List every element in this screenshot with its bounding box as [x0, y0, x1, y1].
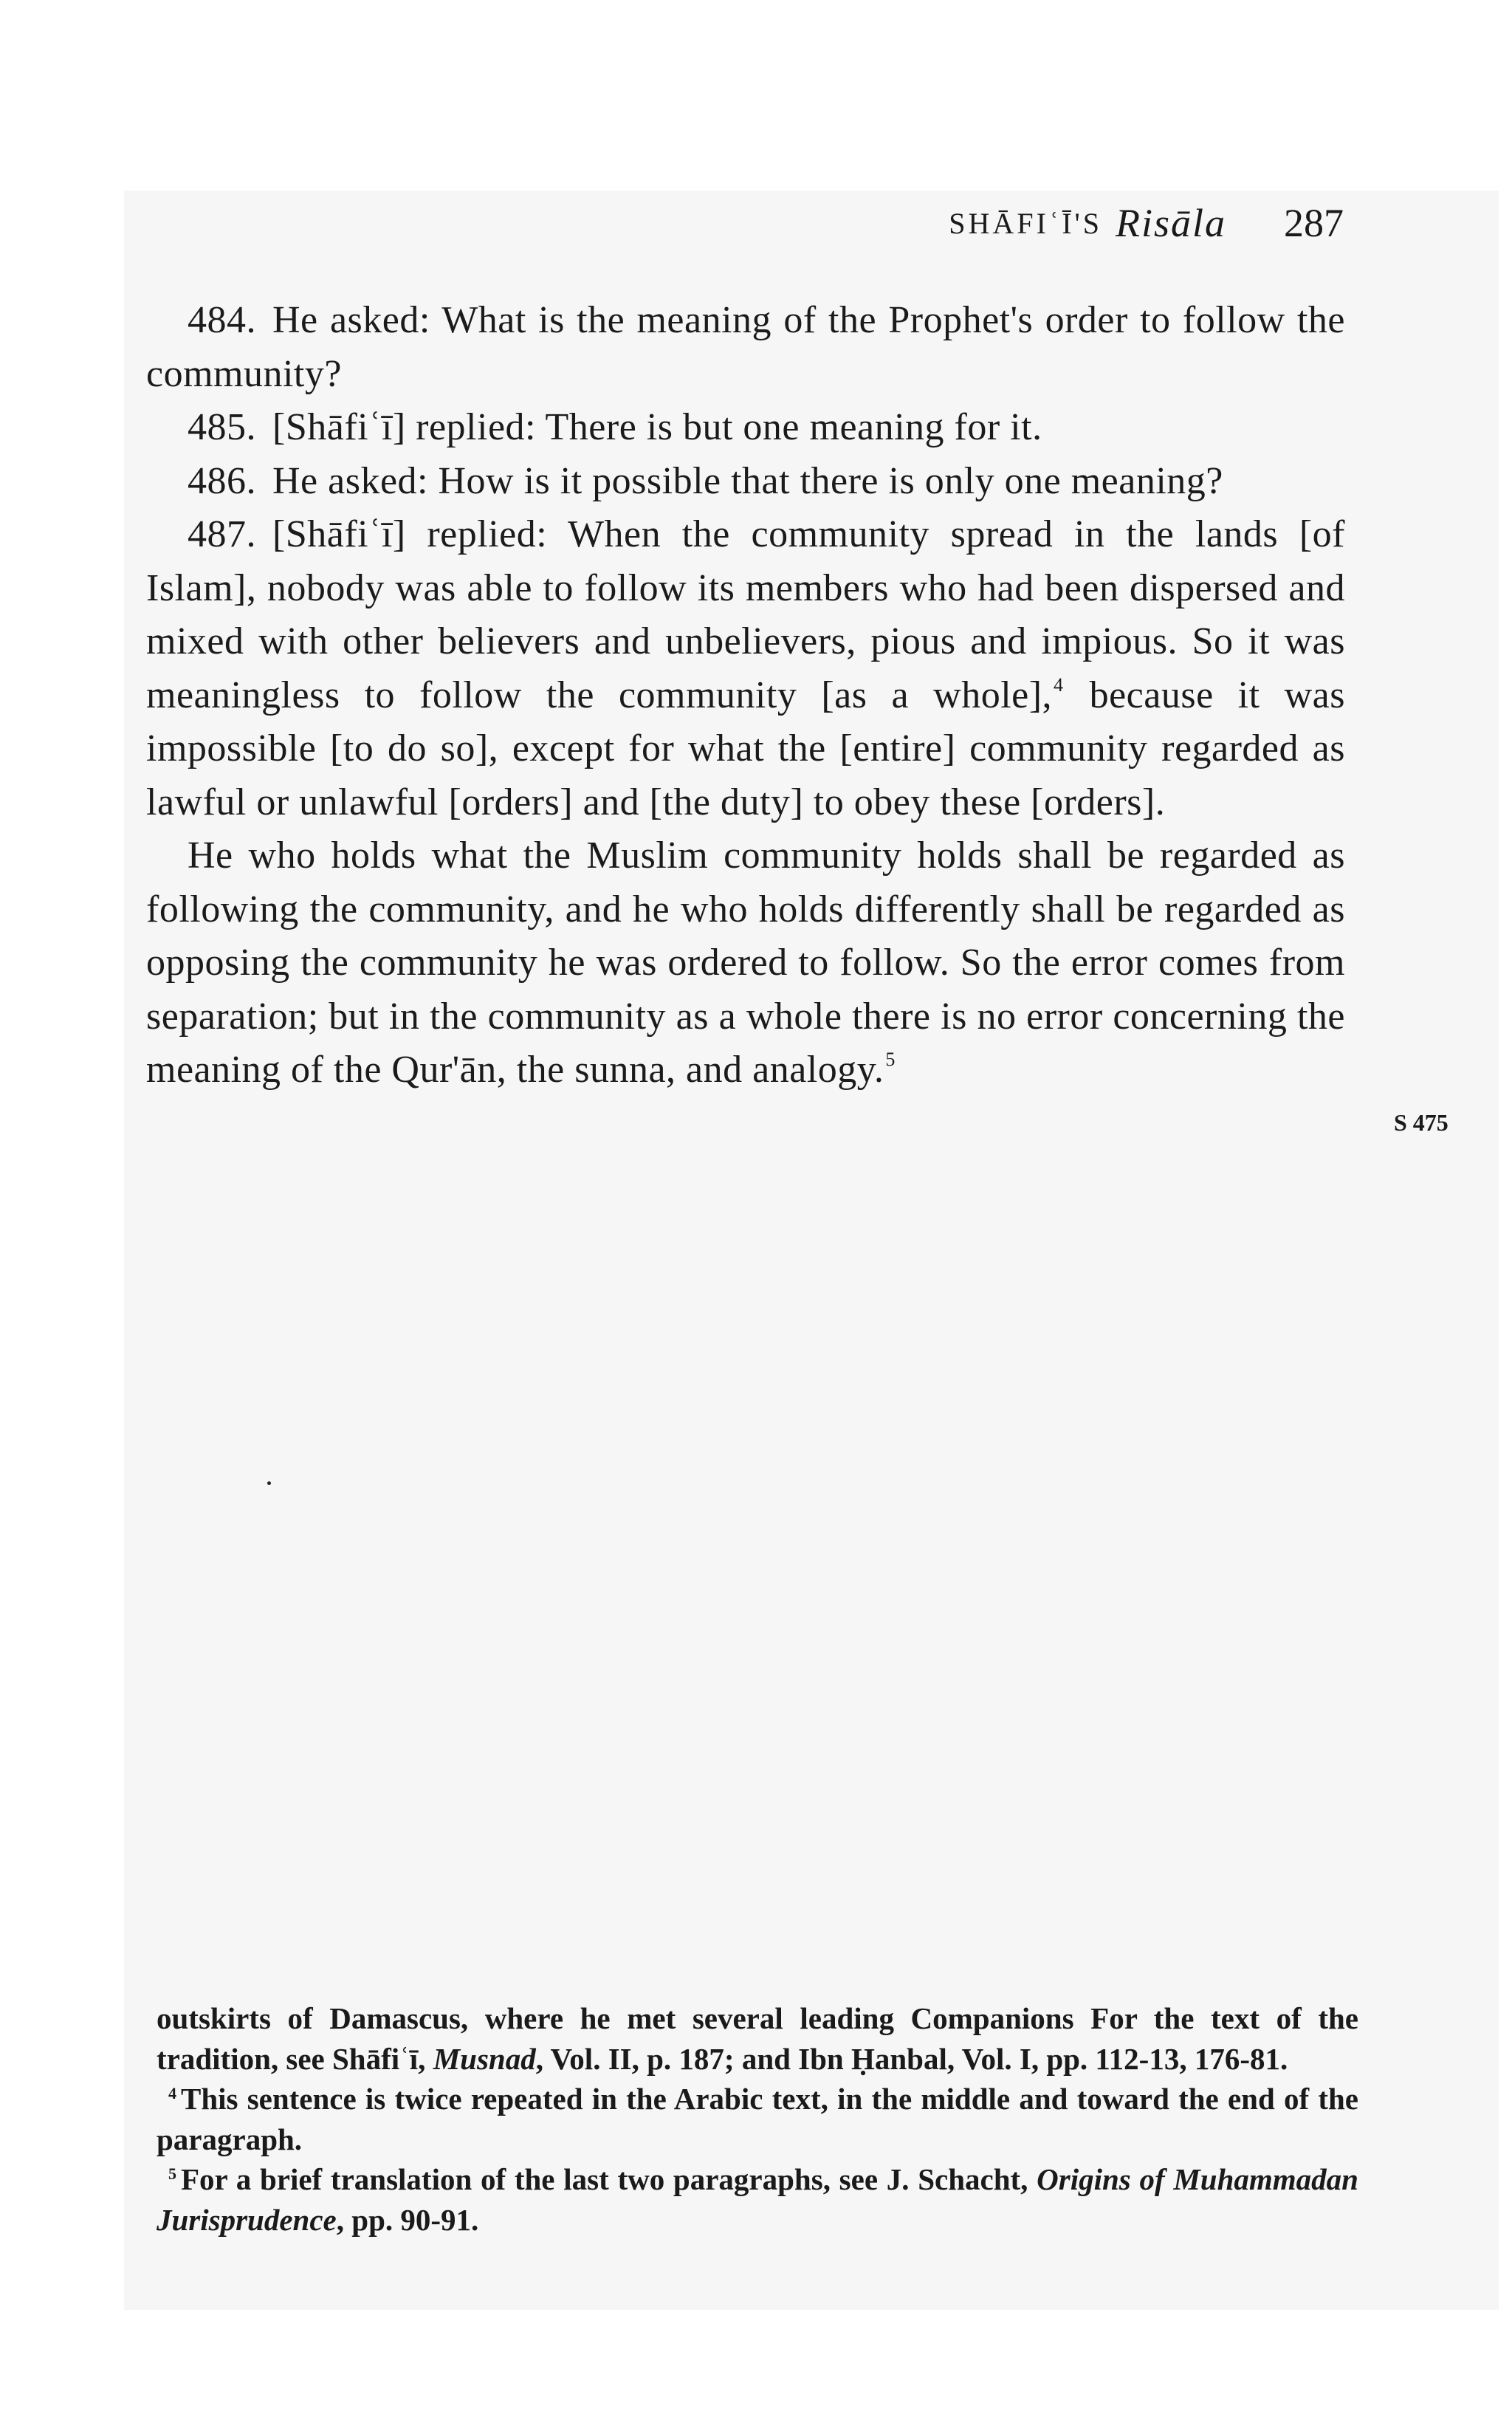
margin-section-reference: S 475 [1394, 1109, 1449, 1136]
paragraph-number: 484. [188, 299, 256, 341]
paragraph-number: 486. [188, 459, 256, 502]
running-head [797, 193, 1344, 253]
running-head-work: Risāla [1115, 201, 1226, 245]
paragraph-text: He asked: What is the meaning of the Prophet's order to follow the community? [146, 299, 1345, 395]
footnotes [157, 1998, 1358, 2240]
page-number: 287 [1284, 201, 1344, 245]
running-head-title: SHĀFIʿĪ'S [949, 206, 1102, 240]
footnote-ref-4: 4 [1054, 673, 1064, 696]
paragraph-continuation [146, 829, 1345, 1097]
footnote-text: outskirts of Damascus, where he met several leading Companions For the text of the tradition, see Shāfiʿī, [157, 2001, 1358, 2076]
footnote-text: For a brief translation of the last two paragraphs, see J. Schacht, [181, 2162, 1037, 2196]
paragraph-number: 485. [188, 406, 256, 448]
paragraph-text: He who holds what the Muslim community holds shall be regarded as following the community, and he who holds differently shall be regarded as opposing the community he was ordered to follow. So the error comes from separation; but in the community as a whole there is no error concerning the meaning of the Qur'ān, the sunna, and analogy. [146, 834, 1345, 1091]
footnote-text: , pp. 90-91. [336, 2202, 479, 2237]
footnote-italic-title: Musnad [433, 2041, 536, 2076]
footnote-italic-title: Origins of Muhammadan Jurisprudence [157, 2162, 1358, 2237]
paragraph-text: [Shāfiʿī] replied: There is but one meaning for it. [272, 406, 1042, 448]
paragraph-text: [Shāfiʿī] replied: When the community spread in the lands [of Islam], nobody was able to follow its members who had been dispersed and mixed with other believers and unbelievers, pious and impious. So it was meaningless to follow the community [as a whole], [146, 513, 1345, 716]
paragraph-text: He asked: How is it possible that there is only one meaning? [272, 459, 1223, 502]
footnote-mark: 5 [168, 2164, 176, 2183]
paragraph-484 [146, 294, 1345, 401]
footnote-mark: 4 [168, 2084, 176, 2102]
stray-mark [267, 1481, 271, 1485]
footnote-5 [157, 2159, 1358, 2240]
footnote-ref-5: 5 [885, 1049, 896, 1070]
paragraph-number: 487. [188, 513, 256, 555]
paragraph-text-continued: because it was impossible [to do so], except for what the [entire] community regarded as lawful or unlawful [orders] and [the duty] to obey these [orders]. [146, 673, 1345, 823]
body-text [146, 294, 1345, 1097]
footnote-text: , Vol. II, p. 187; and Ibn Ḥanbal, Vol. I, pp. 112-13, 176-81. [535, 2041, 1288, 2076]
paragraph-486 [146, 455, 1345, 509]
footnote-4 [157, 2079, 1358, 2159]
footnote-continued [157, 1998, 1358, 2079]
paragraph-485 [146, 401, 1345, 455]
paragraph-487 [146, 508, 1345, 829]
footnote-text: This sentence is twice repeated in the Arabic text, in the middle and toward the end of the paragraph. [157, 2082, 1358, 2156]
